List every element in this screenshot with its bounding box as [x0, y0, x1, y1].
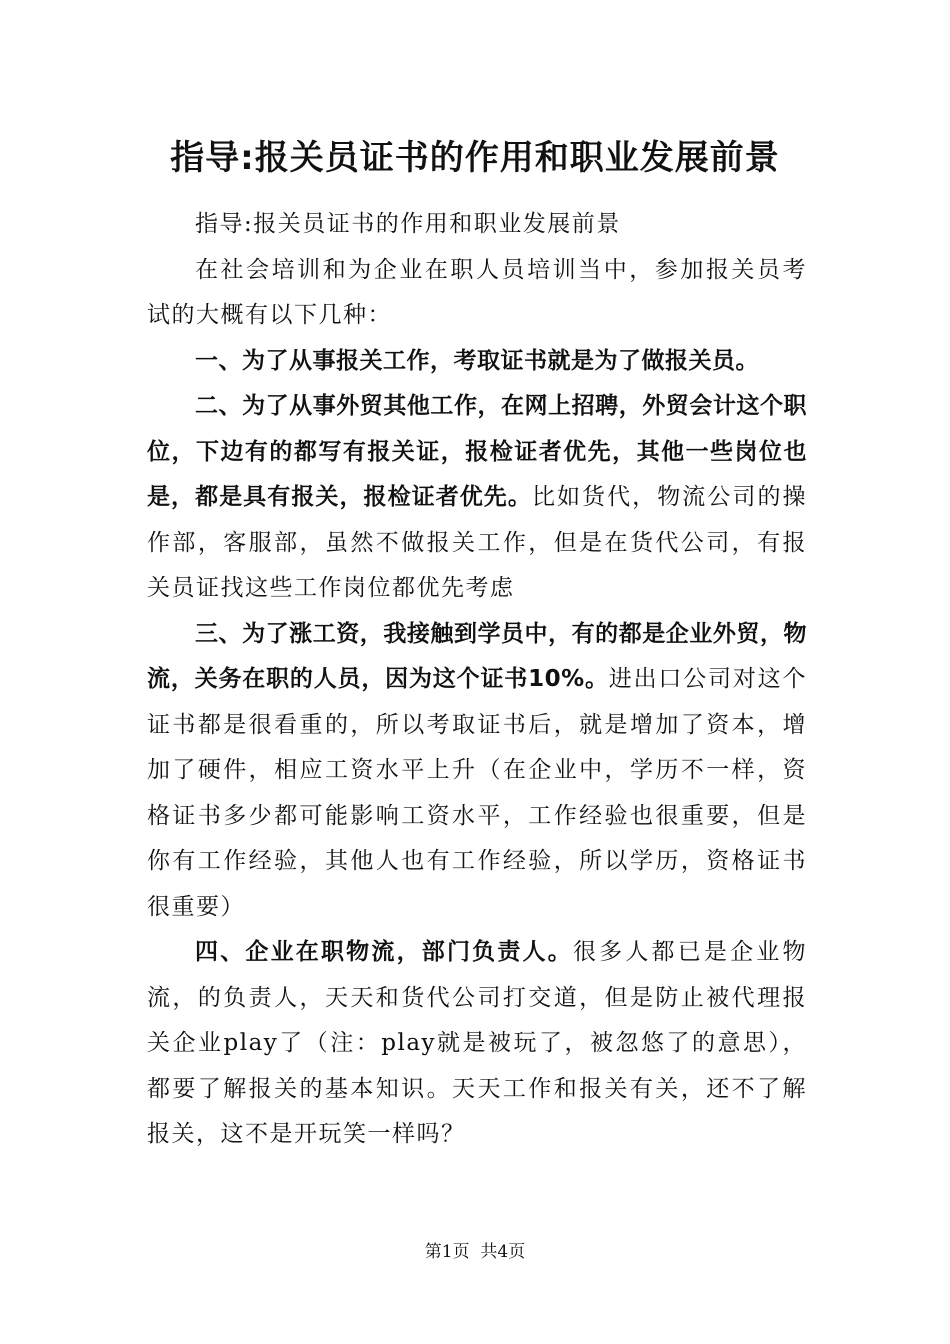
document-body	[147, 202, 807, 1158]
paragraph-text: 进出口公司对这个证书都是很看重的，所以考取证书后，就是增加了资本，增加了硬件，相应工资水平上升（在企业中，学历不一样，资格证书多少都可能影响工资水平，工作经验也很重要，但是你有工作经验，其他人也有工作经验，所以学历，资格证书很重要）	[147, 666, 808, 920]
paragraph-point-3	[147, 612, 807, 931]
paragraph-intro	[147, 248, 807, 339]
document-title: 指导:报关员证书的作用和职业发展前景	[170, 138, 780, 178]
paragraph-bold-text: 四、企业在职物流，部门负责人。	[195, 939, 573, 965]
paragraph-point-1	[147, 339, 807, 385]
page-footer	[0, 1240, 950, 1264]
paragraph-text: 在社会培训和为企业在职人员培训当中，参加报关员考试的大概有以下几种：	[147, 256, 807, 328]
paragraph-point-4	[147, 930, 807, 1158]
paragraph-text: 很多人都已是企业物流，的负责人，天天和货代公司打交道，但是防止被代理报关企业play了（注：play就是被玩了，被忽悠了的意思），都要了解报关的基本知识。天天工作和报关有关，还不了解报关，这不是开玩笑一样吗？	[147, 939, 808, 1147]
paragraph-text: 指导:报关员证书的作用和职业发展前景	[195, 211, 621, 237]
paragraph-point-2	[147, 384, 807, 612]
paragraph-text: 比如货代，物流公司的操作部，客服部，虽然不做报关工作，但是在货代公司，有报关员证找这些工作岗位都优先考虑	[147, 484, 808, 601]
paragraph-bold-text: 二、为了从事外贸其他工作，在网上招聘，外贸会计这个职位，下边有的都写有报关证，报检证者优先，其他一些岗位也是，都是具有报关，报检证者优先。	[147, 393, 807, 510]
page-total: 共4页	[480, 1242, 526, 1262]
page-number: 第1页	[424, 1242, 470, 1262]
paragraph-bold-text: 一、为了从事报关工作，考取证书就是为了做报关员。	[195, 347, 759, 374]
paragraph-bold-text: 三、为了涨工资，我接触到学员中，有的都是企业外贸，物流，关务在职的人员，因为这个证书10%。	[147, 620, 807, 692]
paragraph-subtitle	[147, 202, 807, 248]
